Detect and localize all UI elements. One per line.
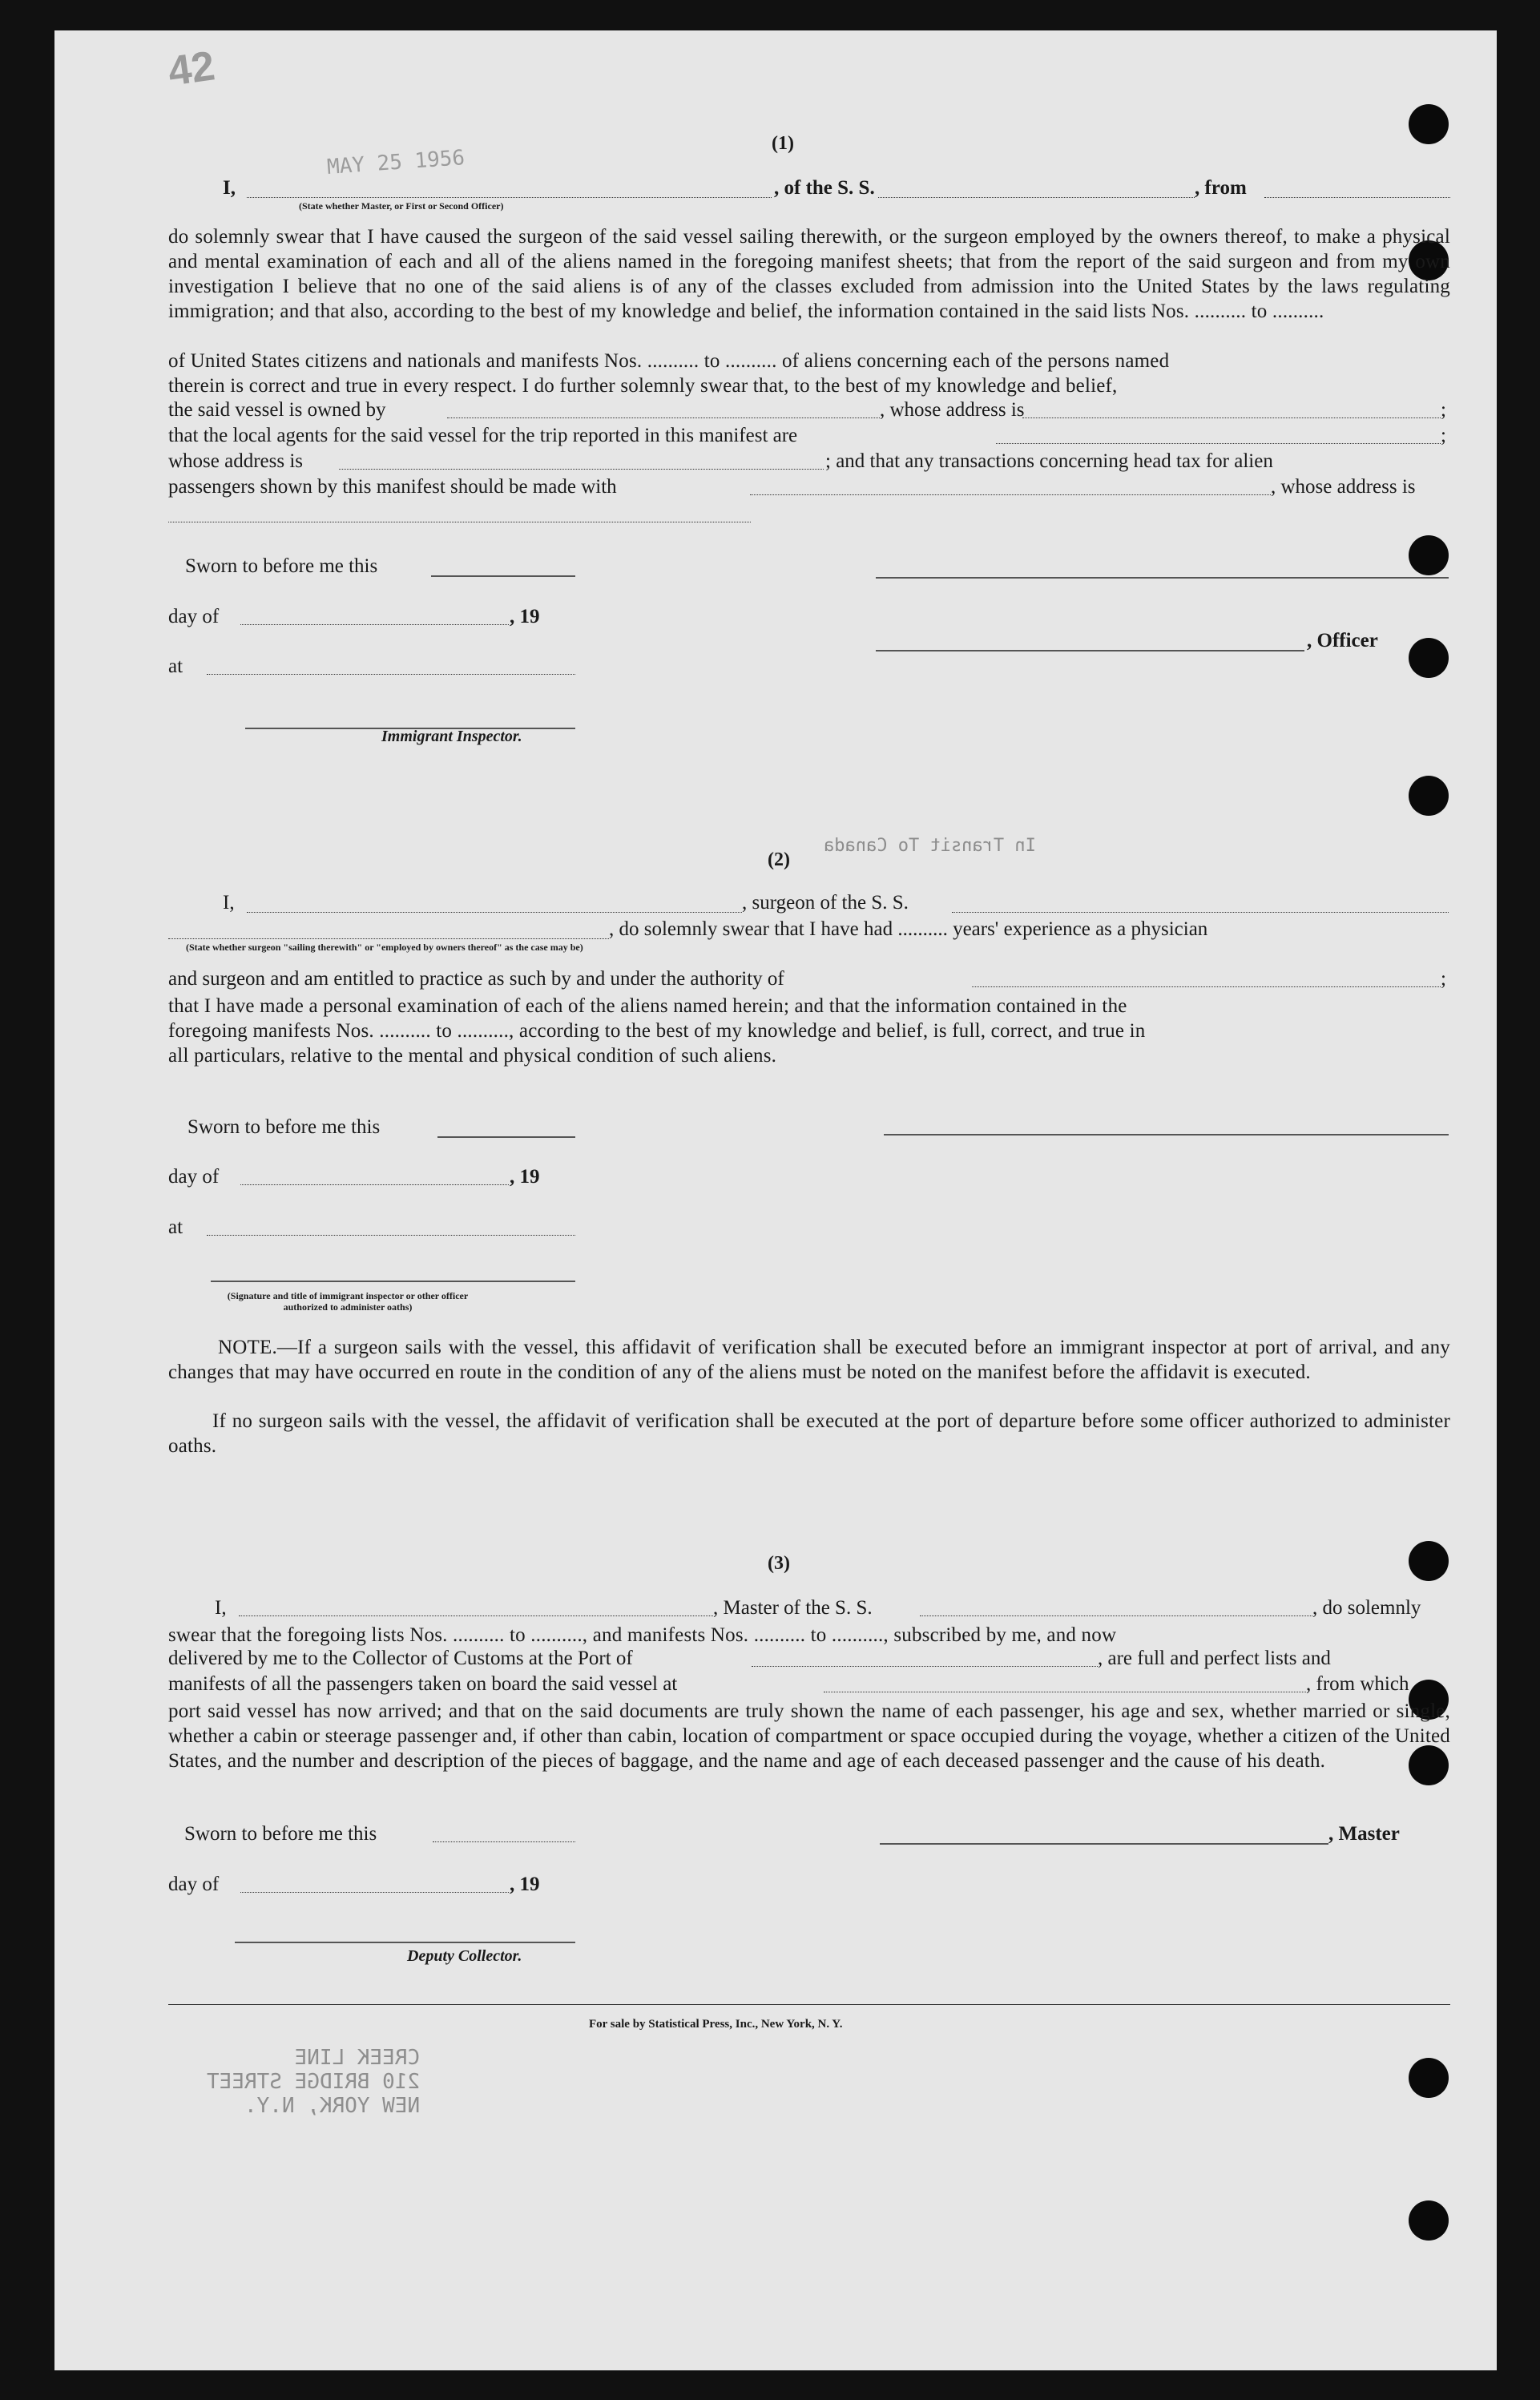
s2-at-field: [207, 1235, 575, 1236]
s2-ship-field: [952, 912, 1449, 913]
s1-owner-address-field: [1022, 417, 1441, 418]
s2-sworn: Sworn to before me this: [187, 1116, 381, 1138]
s2-at: at: [168, 1216, 183, 1238]
s2-line-exam: that I have made a personal examination of each of the aliens named herein; and that the information contained in the: [168, 995, 1127, 1017]
s2-surgeon-sig-line: [884, 1134, 1449, 1135]
punch-hole: [1409, 638, 1449, 678]
s1-agents-field: [996, 443, 1441, 444]
s2-sig-caption: (Signature and title of immigrant inspector or other officer authorized to administer oaths): [227, 1290, 469, 1313]
punch-hole: [1409, 776, 1449, 816]
s1-port-field: [1264, 197, 1450, 198]
punch-hole: [1409, 2058, 1449, 2098]
s3-body: port said vessel has now arrived; and that on the said documents are truly shown the name of each passenger, his age and sex, whether married or single, whether a cabin or steerage passenger and, if other than cabin, location of compartment or space occupied during the voyage, whether a citizen of the United States, and the number and description of the pieces of baggage, and the name and age of each deceased passenger and the cause of his death.: [168, 1700, 1450, 1772]
s1-body: do solemnly swear that I have caused the surgeon of the said vessel sailing therewith, or the surgeon employed by the owners thereof, to make a physical and mental examination of each and all of the aliens named in the foregoing manifest sheets; that from the report of the said surgeon and from my own investigation I believe that no one of the said aliens is of any of the classes excluded from admission into the United States by the laws regulating immigration; and that also, according to the best of my knowledge and belief, the information contained in the said lists Nos. .......... to ..........: [168, 226, 1450, 322]
s2-line-particulars: all particulars, relative to the mental and physical condition of such aliens.: [168, 1045, 777, 1067]
s1-ship-field: [878, 197, 1195, 198]
date-stamp: MAY 25 1956: [326, 146, 466, 179]
s3-ship-field: [920, 1615, 1312, 1616]
s3-year: , 19: [510, 1874, 540, 1895]
s2-surgeon-name-field: [247, 912, 742, 913]
s1-officer: , Officer: [1307, 630, 1378, 651]
s1-day-of: day of: [168, 606, 220, 627]
note-p2: If no surgeon sails with the vessel, the affidavit of verification shall be executed at the port of departure before some officer authorized to administer oaths.: [168, 1410, 1450, 1457]
s2-authority-field: [972, 986, 1441, 987]
footer-rule: [168, 2004, 1450, 2005]
punch-hole: [1409, 535, 1449, 575]
s3-deputy-line: [235, 1942, 575, 1943]
section-1-number: (1): [772, 133, 794, 154]
s1-at-field: [207, 674, 575, 675]
s2-day-field: [240, 1184, 509, 1185]
margin-note: 42: [165, 42, 218, 95]
s2-day-of: day of: [168, 1166, 220, 1188]
note-p1: NOTE.—If a surgeon sails with the vessel, this affidavit of verification shall be executed before an immigrant inspector at port of arrival, and any changes that may have occurred en route in the condition of any of the aliens must be noted on the manifest before the affidavit is executed.: [168, 1337, 1450, 1383]
s1-whose-address: whose address is: [168, 450, 304, 472]
s1-sig-line-1: [876, 577, 1449, 579]
s1-head-tax: ; and that any transactions concerning head tax for alien: [825, 450, 1273, 472]
s3-line4-end: , from which: [1306, 1673, 1409, 1695]
s1-from: , from: [1195, 177, 1247, 199]
s3-master-name-field: [239, 1615, 713, 1616]
footer-text: For sale by Statistical Press, Inc., New York, N. Y.: [589, 2018, 843, 2031]
s1-semicolon-2: ;: [1441, 425, 1446, 446]
s1-of-the-ss: , of the S. S.: [774, 177, 875, 199]
s3-master-sig-line: [880, 1843, 1328, 1845]
s1-head-tax-field: [750, 494, 1271, 495]
s2-i-label: I,: [223, 892, 235, 914]
s2-swear: , do solemnly swear that I have had .......... years' experience as a physician: [609, 918, 1208, 940]
section-2-number: (2): [768, 849, 790, 870]
s1-owned-by: the said vessel is owned by: [168, 399, 386, 421]
s1-officer-caption: (State whether Master, or First or Second Officer): [299, 200, 504, 212]
s3-day-of: day of: [168, 1874, 220, 1895]
s1-i-label: I,: [223, 177, 236, 199]
section-3-number: (3): [768, 1553, 790, 1574]
s2-year: , 19: [510, 1166, 540, 1188]
s2-caption: (State whether surgeon "sailing therewith" or "employed by owners thereof" as the case may be): [186, 942, 583, 953]
s1-day-field: [240, 624, 509, 625]
s1-year: , 19: [510, 606, 540, 627]
s3-line3: delivered by me to the Collector of Customs at the Port of: [168, 1648, 633, 1669]
bleed-address-stamp: CREEK LINE 210 BRIDGE STREET NEW YORK, N.Y.: [207, 2046, 421, 2118]
s1-whose-address-is: , whose address is: [880, 399, 1025, 421]
s1-line-citizens: of United States citizens and nationals and manifests Nos. .......... to .......... of aliens concerning each of the persons named: [168, 350, 1170, 372]
s3-deputy: Deputy Collector.: [407, 1947, 522, 1965]
s1-inspector: Immigrant Inspector.: [381, 728, 522, 745]
s1-owner-field: [447, 417, 880, 418]
s1-sig-line-2: [876, 650, 1304, 651]
s3-solemnly: , do solemnly: [1312, 1597, 1421, 1619]
s1-semicolon: ;: [1441, 399, 1446, 421]
s1-sworn-line: [431, 575, 575, 577]
punch-hole: [1409, 104, 1449, 144]
s2-line-practice: and surgeon and am entitled to practice as such by and under the authority of: [168, 968, 784, 990]
s1-passengers: passengers shown by this manifest should be made with: [168, 476, 617, 498]
s3-sworn-field: [433, 1841, 575, 1842]
s3-port-field: [752, 1666, 1098, 1667]
bleed-transit-text: In Transit To Canada: [824, 836, 1036, 856]
s1-officer-field: [247, 197, 772, 198]
s2-sworn-line: [437, 1136, 575, 1138]
s3-day-field: [240, 1892, 509, 1893]
s1-at: at: [168, 655, 183, 677]
s3-line4: manifests of all the passengers taken on board the said vessel at: [168, 1673, 678, 1695]
punch-hole: [1409, 2200, 1449, 2241]
s3-line2: swear that the foregoing lists Nos. .......... to .........., and manifests Nos. .......... to .........., subscribed by me, and now: [168, 1624, 1117, 1646]
s3-master-of: , Master of the S. S.: [713, 1597, 873, 1619]
s2-line-manifests: foregoing manifests Nos. .......... to .........., according to the best of my knowledge and belief, is full, correct, and true in: [168, 1020, 1146, 1042]
s1-whose-address-end: , whose address is: [1271, 476, 1416, 498]
manifest-page: [54, 30, 1497, 2370]
punch-hole: [1409, 1541, 1449, 1581]
s1-sworn: Sworn to before me this: [185, 555, 378, 577]
s3-line3-end: , are full and perfect lists and: [1098, 1648, 1331, 1669]
s1-agents-address-field: [339, 469, 824, 470]
s3-sworn: Sworn to before me this: [184, 1823, 377, 1845]
s3-i-label: I,: [215, 1597, 227, 1619]
s1-line-correct: therein is correct and true in every respect. I do further solemnly swear that, to the best of my knowledge and belief,: [168, 375, 1118, 397]
s2-semicolon: ;: [1441, 968, 1446, 990]
s2-capacity-field: [168, 938, 609, 939]
s1-local-agents: that the local agents for the said vessel for the trip reported in this manifest are: [168, 425, 798, 446]
s2-surgeon-of: , surgeon of the S. S.: [742, 892, 909, 914]
s3-master: , Master: [1328, 1823, 1400, 1845]
s2-sig-line: [211, 1281, 575, 1282]
